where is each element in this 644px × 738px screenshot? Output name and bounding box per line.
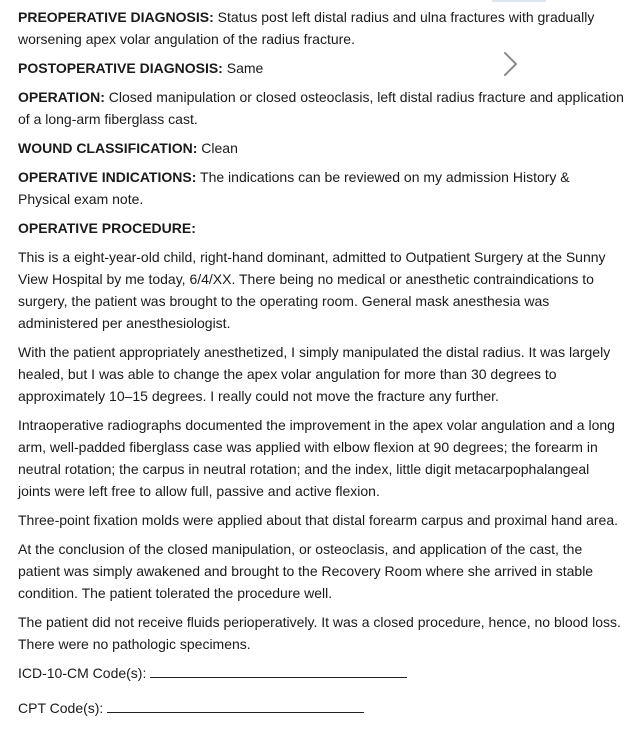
operative-indications-text: The indications can be reviewed on my admission History & Physical exam note.	[18, 169, 570, 207]
postoperative-diagnosis-text: Same	[222, 60, 264, 76]
operation-text: Closed manipulation or closed osteoclasis, left distal radius fracture and application of a long-arm fiberglass cast.	[18, 89, 624, 127]
postoperative-diagnosis	[18, 57, 624, 79]
preoperative-diagnosis-text: Status post left distal radius and ulna fractures with gradually worsening apex volar angulation of the radius fracture.	[18, 9, 595, 47]
operation	[18, 86, 624, 130]
icd-code-field	[18, 662, 624, 684]
preoperative-diagnosis-label: PREOPERATIVE DIAGNOSIS:	[18, 9, 214, 25]
procedure-paragraph-1: This is a eight-year-old child, right-hand dominant, admitted to Outpatient Surgery at the Sunny View Hospital by me today, 6/4/XX. There being no medical or anesthetic contraindications to surgery, the patient was brought to the operating room. General mask anesthesia was administered per anesthesiologist.	[18, 249, 606, 331]
wound-classification-label: WOUND CLASSIFICATION:	[18, 140, 198, 156]
wound-classification-text: Clean	[197, 140, 238, 156]
postoperative-diagnosis-label: POSTOPERATIVE DIAGNOSIS:	[18, 60, 223, 76]
cpt-code-field	[18, 697, 624, 719]
top-divider	[492, 0, 546, 2]
icd-code-label: ICD-10-CM Code(s):	[18, 665, 147, 681]
operation-label: OPERATION:	[18, 89, 105, 105]
preoperative-diagnosis	[18, 6, 624, 50]
operative-indications-label: OPERATIVE INDICATIONS:	[18, 169, 197, 185]
operative-report	[18, 6, 624, 719]
operative-procedure-heading	[18, 217, 624, 239]
icd-code-blank[interactable]	[150, 663, 407, 678]
wound-classification	[18, 137, 624, 159]
procedure-paragraph-6: The patient did not receive fluids perioperatively. It was a closed procedure, hence, no blood loss. There were no pathologic specimens.	[18, 614, 621, 652]
operative-procedure-label: OPERATIVE PROCEDURE:	[18, 220, 196, 236]
cpt-code-label: CPT Code(s):	[18, 700, 104, 716]
procedure-paragraph-4: Three-point fixation molds were applied about that distal forearm carpus and proximal hand area.	[18, 512, 618, 528]
procedure-paragraph-3: Intraoperative radiographs documented the improvement in the apex volar angulation and a long arm, well-padded fiberglass case was applied with elbow flexion at 90 degrees; the forearm in neutral rotation; the carpus in neutral rotation; and the index, little digit metacarpophalangeal joints were left free to allow full, passive and active flexion.	[18, 417, 615, 499]
operative-indications	[18, 166, 624, 210]
cpt-code-blank[interactable]	[107, 698, 364, 713]
procedure-paragraph-5: At the conclusion of the closed manipulation, or osteoclasis, and application of the cast, the patient was simply awakened and brought to the Recovery Room where she arrived in stable condition. The patient tolerated the procedure well.	[18, 541, 594, 601]
procedure-paragraph-2: With the patient appropriately anesthetized, I simply manipulated the distal radius. It was largely healed, but I was able to change the apex volar angulation for more than 30 degrees to approximately 10–15 degrees. I really could not move the fracture any further.	[18, 344, 611, 404]
